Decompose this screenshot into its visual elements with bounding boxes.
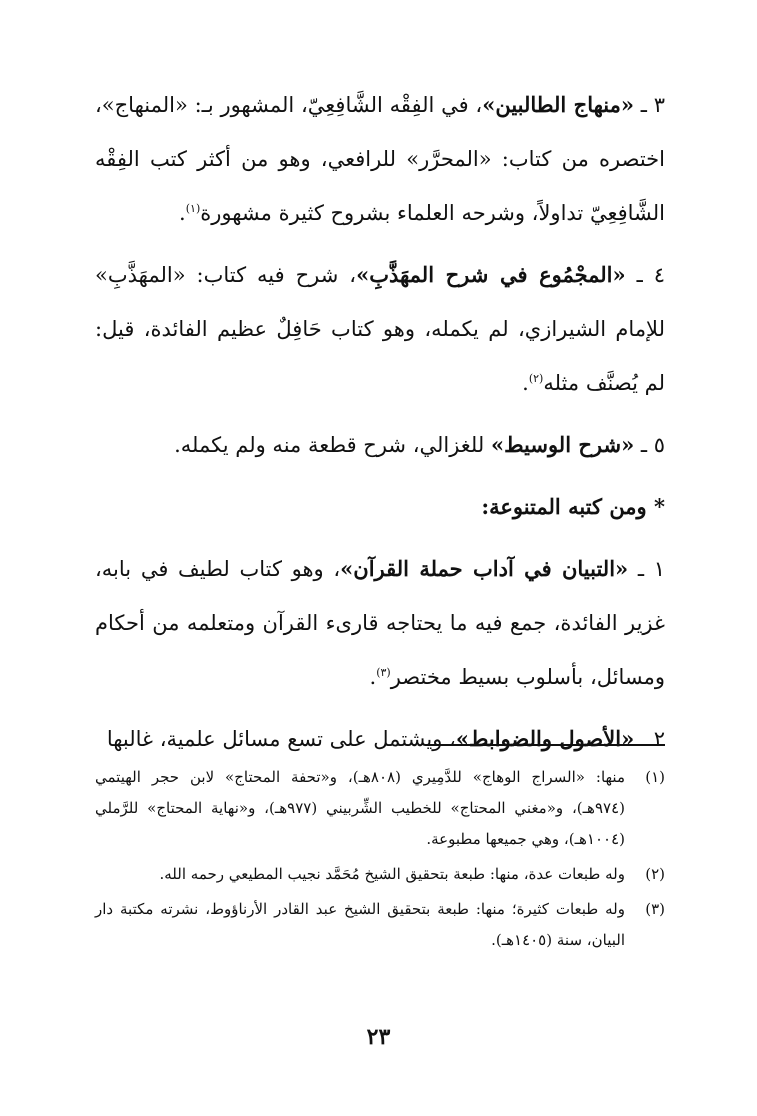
book-title: «منهاج الطالبين» (482, 92, 635, 117)
book-title: «المجْمُوع في شرح المهَذَّبِ» (356, 262, 626, 287)
list-item (95, 712, 665, 766)
footnote-ref[interactable]: (٢) (528, 372, 544, 385)
footnote (95, 859, 665, 890)
footnote-divider (425, 744, 665, 746)
book-title: «الأصول والضوابط» (455, 726, 635, 751)
footnote-ref[interactable]: (٣) (376, 666, 391, 679)
footnote-number: (٢) (645, 865, 665, 883)
footnote-ref[interactable]: (١) (185, 202, 201, 215)
section-heading-text: ومن كتبه المتنوعة: (481, 494, 647, 519)
page-number: ٢٣ (366, 1024, 391, 1050)
item-text: ، ويشتمل على تسع مسائل علمية، غالبها (106, 727, 456, 751)
footnote-number: (٣) (645, 900, 665, 918)
footnote-text: منها: «السراج الوهاج» للدَّمِيري (٨٠٨هـ)، و«تحفة المحتاج» لابن حجر الهيتمي (٩٧٤هـ)، و«مغني المحتاج» للخطيب الشِّربيني (٩٧٧هـ)، و«نهاية المحتاج» للرَّملي (١٠٠٤هـ)، وهي جميعها مطبوعة. (95, 768, 625, 848)
book-title: «شرح الوسيط» (490, 432, 635, 457)
list-item (95, 542, 665, 704)
star-marker-icon: * (654, 494, 665, 519)
book-title: «التبيان في آداب حملة القرآن» (340, 556, 629, 581)
item-number: ٥ ـ (640, 433, 665, 457)
footnote (95, 894, 665, 956)
item-end: . (179, 201, 186, 225)
item-number: ٢ ـ (640, 727, 665, 751)
item-end: . (369, 665, 377, 689)
item-text: للغزالي، شرح قطعة منه ولم يكمله. (174, 433, 491, 457)
item-number: ١ ـ (637, 557, 665, 581)
main-text (95, 78, 665, 766)
item-text: ، شرح فيه كتاب: «المهَذَّبِ» للإمام الشيرازي، لم يكمله، وهو كتاب حَافِلٌ عظيم الفائدة، قيل: لم يُصنَّف مثله (95, 263, 665, 395)
item-text: ، وهو كتاب لطيف في بابه، غزير الفائدة، جمع فيه ما يحتاجه قارىء القرآن ومتعلمه من أحكام ومسائل، بأسلوب بسيط مختصر (95, 557, 665, 689)
list-item (95, 418, 665, 472)
list-item (95, 248, 665, 410)
section-heading (95, 480, 665, 534)
footnote-number: (١) (645, 768, 665, 786)
footnote-text: وله طبعات كثيرة؛ منها: طبعة بتحقيق الشيخ عبد القادر الأرناؤوط، نشرته مكتبة دار البيان، سنة (١٤٠٥هـ). (95, 900, 625, 949)
item-number: ٤ ـ (636, 263, 665, 287)
footnote-text: وله طبعات عدة، منها: طبعة بتحقيق الشيخ مُحَمَّد نجيب المطيعي رحمه الله. (159, 865, 625, 883)
item-number: ٣ ـ (640, 93, 666, 117)
footnotes (95, 762, 665, 960)
list-item (95, 78, 665, 240)
item-end: . (522, 371, 529, 395)
footnote (95, 762, 665, 855)
item-text: ، في الفِقْه الشَّافِعِيّ، المشهور بـ: «المنهاج»، اختصره من كتاب: «المحرَّر» للرافعي، وهو من أكثر كتب الفِقْه الشَّافِعِيّ تداولاً، وشرحه العلماء بشروح كثيرة مشهورة (95, 93, 665, 225)
